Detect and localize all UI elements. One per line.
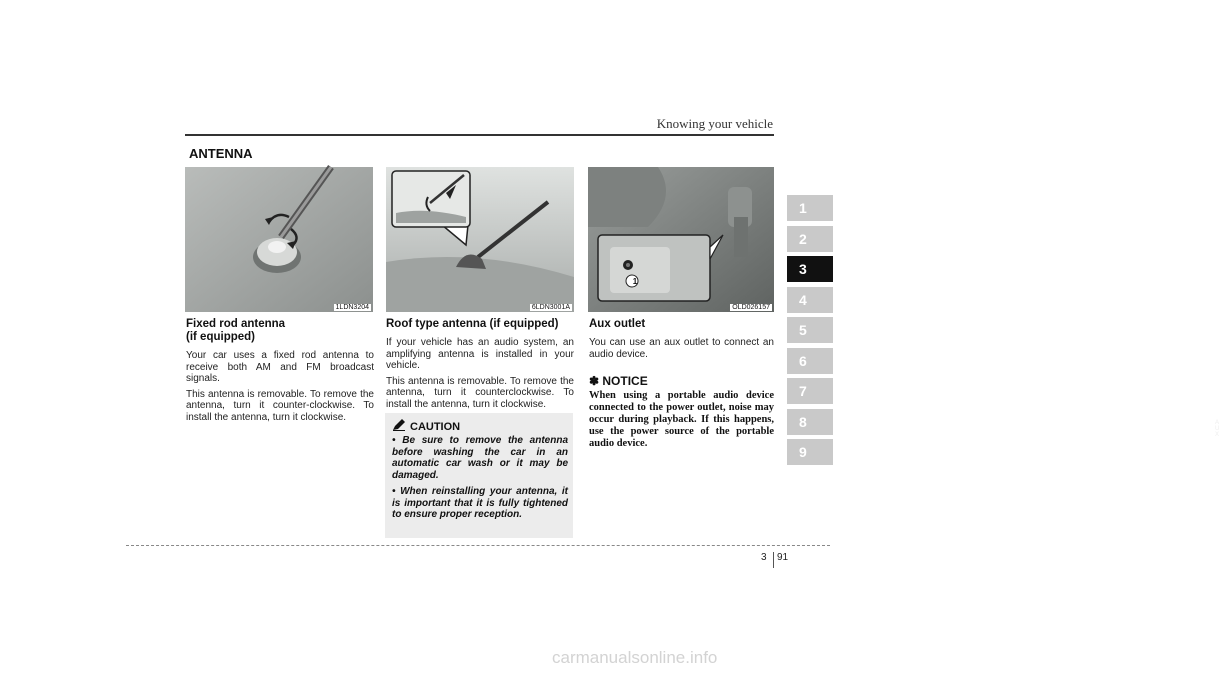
chapter-tab-3[interactable]: 3 — [787, 256, 833, 282]
chapter-tabs — [787, 195, 833, 470]
column-fixed-rod — [186, 318, 374, 427]
running-header: Knowing your vehicle — [656, 116, 773, 131]
image-code: OLD026157 — [732, 304, 770, 311]
aux-outlet-paragraph: You can use an aux outlet to connect an audio device. — [589, 337, 774, 360]
chapter-tab-2[interactable]: 2 — [787, 226, 833, 252]
notice-body: When using a portable audio device connected to the power outlet, noise may occur during playback. If this happens, use the power source of the portable audio device. — [589, 390, 774, 449]
footer-chapter: 3 — [761, 552, 767, 563]
chapter-tab-4[interactable]: 4 — [787, 287, 833, 313]
roof-antenna-paragraph-2: This antenna is removable. To remove the antenna, turn it counterclockwise. To install the antenna, turn it clockwise. — [386, 375, 574, 410]
section-title: ANTENNA — [189, 146, 253, 161]
aux-outlet-heading: Aux outlet — [589, 318, 646, 330]
roof-antenna-paragraph-1: If your vehicle has an audio system, an amplifying antenna is installed in your vehicle. — [386, 337, 574, 371]
image-code: 1LDN3204 — [335, 304, 369, 311]
roof-antenna-photo — [386, 167, 574, 312]
column-roof-antenna — [386, 318, 574, 414]
fixed-rod-body — [186, 350, 374, 423]
chapter-tab-9[interactable]: 9 — [787, 439, 833, 465]
fixed-rod-paragraph-1: Your car uses a fixed rod antenna to receive both AM and FM broadcast signals. — [186, 350, 374, 384]
chapter-tab-7[interactable]: 7 — [787, 378, 833, 404]
aux-port-label: AUX — [1215, 420, 1220, 438]
caution-heading: CAUTION — [392, 419, 460, 433]
footer-divider — [773, 552, 774, 568]
footer-rule — [126, 545, 830, 546]
roof-antenna-heading: Roof type antenna (if equipped) — [386, 318, 559, 330]
chapter-tab-6[interactable]: 6 — [787, 348, 833, 374]
caution-item: • Be sure to remove the antenna before washing the car in an automatic car wash or it may be damaged. — [392, 435, 569, 481]
aux-outlet-body — [589, 337, 774, 360]
page-number: 91 — [777, 552, 789, 563]
header-rule — [185, 134, 774, 136]
aux-outlet-illustration — [588, 167, 774, 312]
roof-antenna-body — [386, 337, 574, 410]
caution-list — [392, 435, 568, 526]
aux-callout-number: 1 — [632, 277, 638, 286]
watermark: carmanualsonline.info — [552, 648, 718, 667]
fixed-rod-heading: Fixed rod antenna (if equipped) — [186, 318, 286, 343]
caution-item: • When reinstalling your antenna, it is important that it is fully tightened to ensure proper reception. — [392, 486, 568, 520]
chapter-tab-8[interactable]: 8 — [787, 409, 833, 435]
fixed-rod-paragraph-2: This antenna is removable. To remove the antenna, turn it counter-clockwise. To install the antenna, turn it clockwise. — [186, 388, 374, 423]
image-code: 6LDN3001A — [531, 304, 570, 311]
caution-box — [385, 413, 573, 538]
fixed-rod-antenna-photo — [185, 167, 373, 312]
notice-heading: ✽ NOTICE — [589, 374, 648, 388]
fixed-rod-antenna-illustration — [185, 167, 373, 312]
chapter-tab-5[interactable]: 5 — [787, 317, 833, 343]
chapter-tab-1[interactable]: 1 — [787, 195, 833, 221]
pencil-icon — [392, 419, 406, 431]
column-aux-outlet — [589, 318, 774, 364]
roof-antenna-illustration — [386, 167, 574, 312]
